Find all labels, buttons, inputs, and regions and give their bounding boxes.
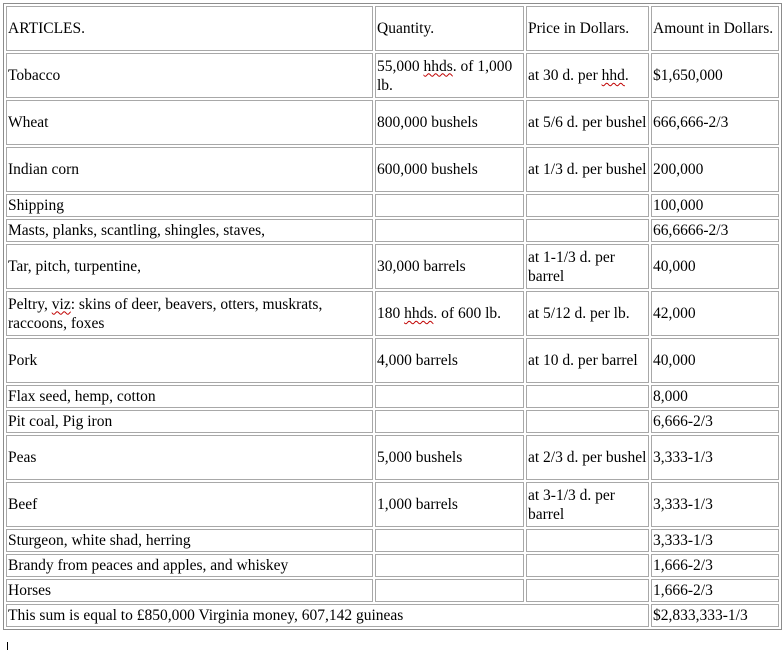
quantity-cell bbox=[375, 385, 524, 408]
amount-cell: 666,666-2/3 bbox=[651, 100, 779, 145]
price-cell bbox=[526, 579, 649, 602]
articles-table bbox=[3, 3, 782, 630]
article-cell: Masts, planks, scantling, shingles, staves, bbox=[6, 219, 373, 242]
table-row bbox=[6, 194, 779, 217]
table-row bbox=[6, 410, 779, 433]
article-cell: Shipping bbox=[6, 194, 373, 217]
table-row bbox=[6, 579, 779, 602]
price-cell: at 2/3 d. per bushel bbox=[526, 435, 649, 480]
header-articles: ARTICLES. bbox=[6, 6, 373, 51]
table-row bbox=[6, 529, 779, 552]
price-cell: at 5/6 d. per bushel bbox=[526, 100, 649, 145]
article-cell: Pit coal, Pig iron bbox=[6, 410, 373, 433]
quantity-cell bbox=[375, 194, 524, 217]
amount-cell: 100,000 bbox=[651, 194, 779, 217]
article-cell: Beef bbox=[6, 482, 373, 527]
article-cell: Peas bbox=[6, 435, 373, 480]
price-cell bbox=[526, 219, 649, 242]
table-row bbox=[6, 219, 779, 242]
table-row bbox=[6, 53, 779, 98]
amount-cell: 6,666-2/3 bbox=[651, 410, 779, 433]
amount-cell: 1,666-2/3 bbox=[651, 554, 779, 577]
amount-cell: 200,000 bbox=[651, 147, 779, 192]
quantity-cell bbox=[375, 529, 524, 552]
header-price: Price in Dollars. bbox=[526, 6, 649, 51]
quantity-cell: 800,000 bushels bbox=[375, 100, 524, 145]
quantity-cell bbox=[375, 219, 524, 242]
quantity-cell: 5,000 bushels bbox=[375, 435, 524, 480]
amount-cell: 40,000 bbox=[651, 338, 779, 383]
header-quantity: Quantity. bbox=[375, 6, 524, 51]
quantity-cell: 55,000 hhds. of 1,000 lb. bbox=[375, 53, 524, 98]
article-cell: Pork bbox=[6, 338, 373, 383]
table-row bbox=[6, 100, 779, 145]
header-row bbox=[6, 6, 779, 51]
price-cell: at 5/12 d. per lb. bbox=[526, 291, 649, 336]
quantity-cell bbox=[375, 410, 524, 433]
price-cell bbox=[526, 529, 649, 552]
table-row bbox=[6, 554, 779, 577]
price-cell: at 3-1/3 d. per barrel bbox=[526, 482, 649, 527]
total-amount: $2,833,333-1/3 bbox=[651, 604, 779, 627]
table-row bbox=[6, 482, 779, 527]
header-amount: Amount in Dollars. bbox=[651, 6, 779, 51]
price-cell bbox=[526, 385, 649, 408]
article-cell: Brandy from peaces and apples, and whiskey bbox=[6, 554, 373, 577]
total-label: This sum is equal to £850,000 Virginia money, 607,142 guineas bbox=[6, 604, 649, 627]
quantity-cell bbox=[375, 579, 524, 602]
table-row bbox=[6, 338, 779, 383]
amount-cell: 66,6666-2/3 bbox=[651, 219, 779, 242]
price-cell: at 1-1/3 d. per barrel bbox=[526, 244, 649, 289]
price-cell: at 10 d. per barrel bbox=[526, 338, 649, 383]
amount-cell: 3,333-1/3 bbox=[651, 435, 779, 480]
text-cursor bbox=[7, 642, 8, 650]
price-cell: at 30 d. per hhd. bbox=[526, 53, 649, 98]
article-cell: Flax seed, hemp, cotton bbox=[6, 385, 373, 408]
table-row bbox=[6, 244, 779, 289]
article-cell: Horses bbox=[6, 579, 373, 602]
price-cell: at 1/3 d. per bushel bbox=[526, 147, 649, 192]
price-cell bbox=[526, 194, 649, 217]
article-cell: Tobacco bbox=[6, 53, 373, 98]
total-row bbox=[6, 604, 779, 627]
article-cell: Peltry, viz: skins of deer, beavers, otters, muskrats, raccoons, foxes bbox=[6, 291, 373, 336]
table-row bbox=[6, 291, 779, 336]
quantity-cell: 1,000 barrels bbox=[375, 482, 524, 527]
article-cell: Tar, pitch, turpentine, bbox=[6, 244, 373, 289]
table-row bbox=[6, 385, 779, 408]
amount-cell: 3,333-1/3 bbox=[651, 482, 779, 527]
amount-cell: 3,333-1/3 bbox=[651, 529, 779, 552]
article-cell: Wheat bbox=[6, 100, 373, 145]
price-cell bbox=[526, 410, 649, 433]
quantity-cell: 180 hhds. of 600 lb. bbox=[375, 291, 524, 336]
price-cell bbox=[526, 554, 649, 577]
quantity-cell bbox=[375, 554, 524, 577]
table-row bbox=[6, 147, 779, 192]
article-cell: Indian corn bbox=[6, 147, 373, 192]
amount-cell: $1,650,000 bbox=[651, 53, 779, 98]
amount-cell: 1,666-2/3 bbox=[651, 579, 779, 602]
quantity-cell: 30,000 barrels bbox=[375, 244, 524, 289]
amount-cell: 42,000 bbox=[651, 291, 779, 336]
amount-cell: 40,000 bbox=[651, 244, 779, 289]
table-row bbox=[6, 435, 779, 480]
amount-cell: 8,000 bbox=[651, 385, 779, 408]
quantity-cell: 4,000 barrels bbox=[375, 338, 524, 383]
article-cell: Sturgeon, white shad, herring bbox=[6, 529, 373, 552]
quantity-cell: 600,000 bushels bbox=[375, 147, 524, 192]
